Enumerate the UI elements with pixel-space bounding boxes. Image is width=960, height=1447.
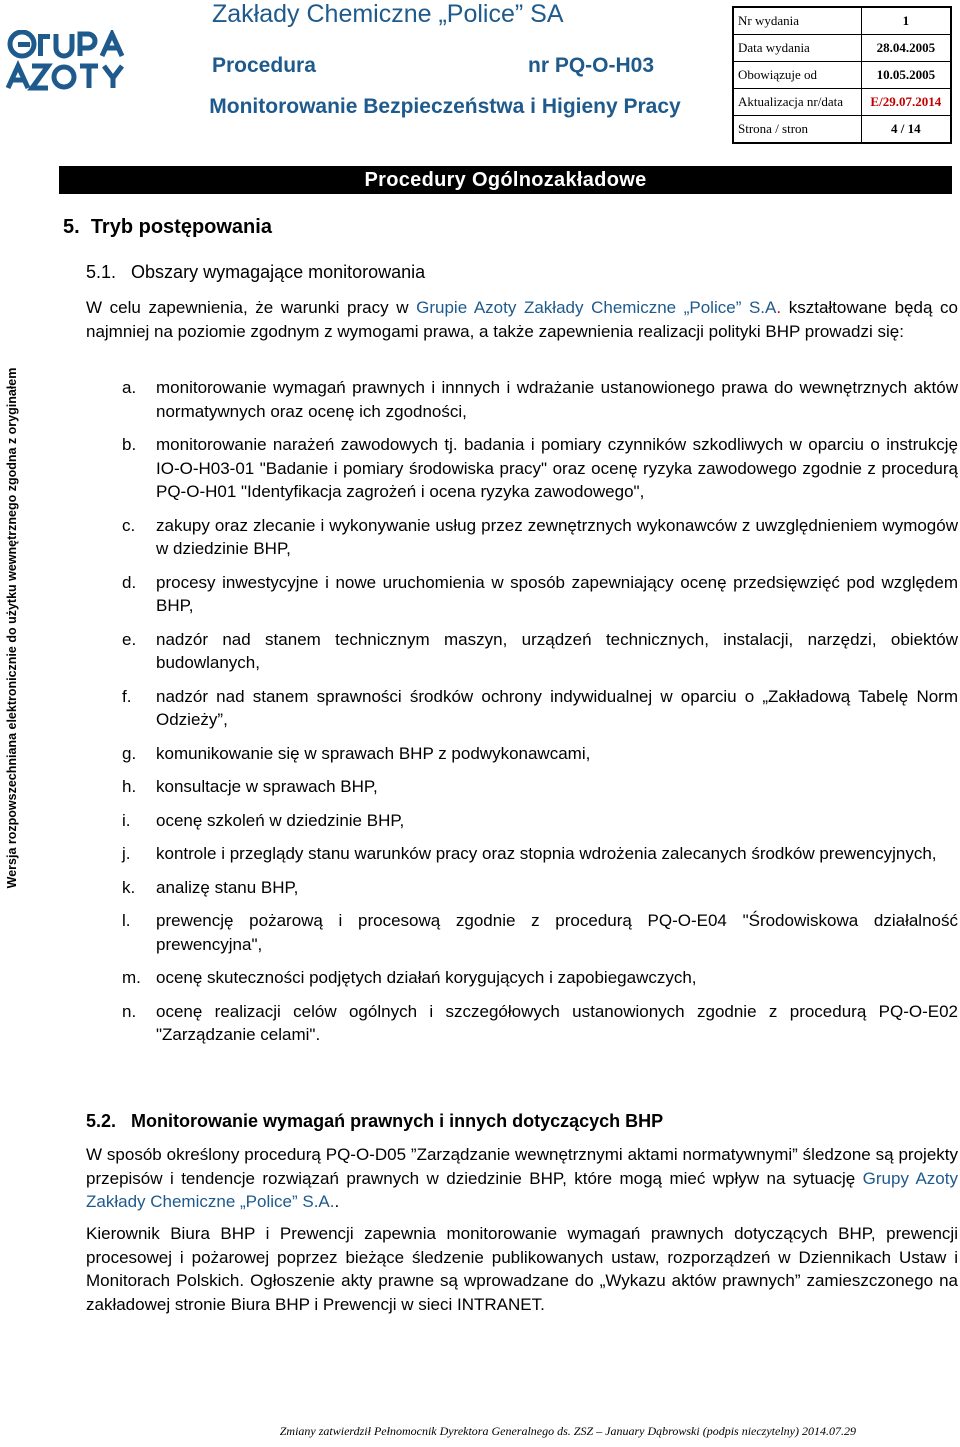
side-note-text: Wersja rozpowszechniana elektronicznie do użytku wewnętrznego zgodna z oryginałem xyxy=(5,367,19,889)
list-item xyxy=(122,376,958,423)
list-item xyxy=(122,842,958,866)
list-item-text: zakupy oraz zlecanie i wykonywanie usług przez zewnętrznych wykonawców z uwzględnieniem wymogów w dziedzinie BHP, xyxy=(156,515,958,558)
procedure-title: Monitorowanie Bezpieczeństwa i Higieny Pracy xyxy=(209,95,681,118)
subsection-number: 5.1. xyxy=(86,262,117,282)
paragraph-text-end: . xyxy=(334,1192,340,1211)
subsection-heading xyxy=(86,262,425,283)
list-marker: m. xyxy=(122,968,141,987)
list-marker: j. xyxy=(122,844,131,863)
intro-paragraph xyxy=(86,296,958,343)
meta-label: Strona / stron xyxy=(733,116,861,144)
responsibility-paragraph: Kierownik Biura BHP i Prewencji zapewnia monitorowanie wymagań prawnych dotyczących BHP, prewencji procesowej i pożarowej poprzez bieżące śledzenie publikowanych ustaw, rozporządzeń w Dziennikach Ustaw i Monitorach Polskich. Ogłoszenie akty prawne są wprowadzane do „Wykazu aktów prawnych” zamieszczonego na zakładowej stronie Biura BHP i Prewencji w sieci INTRANET. xyxy=(86,1224,958,1314)
list-item xyxy=(122,514,958,561)
paragraph-text: W sposób określony procedurą PQ-O-D05 ”Zarządzanie wewnętrznymi aktami normatywnymi” śledzone są projekty przepisów i tendencje rozwiązań prawnych w dziedzinie BHP, które mogą mieć wpływ na sytuację xyxy=(86,1145,958,1188)
list-item xyxy=(122,775,958,799)
list-item xyxy=(122,909,958,956)
procedure-number: nr PQ-O-H03 xyxy=(528,54,655,77)
subsection-heading xyxy=(86,1111,663,1132)
list-marker: f. xyxy=(122,686,132,706)
company-name: Grupie Azoty Zakłady Chemiczne „Police” S.A xyxy=(416,298,777,317)
meta-row xyxy=(733,7,951,35)
list-item-text: kontrole i przeglądy stanu warunków pracy oraz stopnia wdrożenia zalecanych środków prewencyjnych, xyxy=(156,844,937,863)
list-item xyxy=(122,571,958,618)
list-marker: n. xyxy=(122,1001,137,1021)
section-number: 5. xyxy=(63,216,80,238)
procedure-category-banner: Procedury Ogólnozakładowe xyxy=(59,166,952,194)
meta-row xyxy=(733,35,951,62)
list-item-text: analizę stanu BHP, xyxy=(156,877,299,897)
list-marker: k. xyxy=(122,877,136,897)
list-item-text: monitorowanie wymagań prawnych i innnych i wdrażanie ustanowionego prawa do wewnętrznych aktów normatywnych oraz ocenę ich zgodności, xyxy=(156,378,958,421)
list-marker: l. xyxy=(122,911,131,930)
procedure-label: Procedura xyxy=(212,54,316,77)
meta-row xyxy=(733,116,951,144)
list-item xyxy=(122,876,958,900)
list-item-text: konsultacje w sprawach BHP, xyxy=(156,777,378,796)
subsection-number: 5.2. xyxy=(86,1111,117,1131)
list-marker: h. xyxy=(122,777,137,796)
intro-text: W celu zapewnienia, że warunki pracy w xyxy=(86,298,417,317)
side-note xyxy=(0,0,24,1447)
list-item-text: ocenę skuteczności podjętych działań korygujących i zapobiegawczych, xyxy=(156,968,697,987)
meta-label: Nr wydania xyxy=(733,7,861,35)
subsection-title: Monitorowanie wymagań prawnych i innych dotyczących BHP xyxy=(131,1111,664,1131)
list-item-text: prewencję pożarową i procesową zgodnie z procedurą PQ-O-E04 "Środowiskowa działalność prewencyjna", xyxy=(156,911,958,954)
monitoring-areas-list xyxy=(122,376,958,1057)
list-item-text: procesy inwestycyjne i nowe uruchomienia w sposób zapewniający ocenę przedsięwzięć pod względem BHP, xyxy=(156,572,958,615)
list-item xyxy=(122,1000,958,1047)
list-marker: c. xyxy=(122,515,136,535)
list-item xyxy=(122,809,958,833)
list-marker: i. xyxy=(122,810,131,830)
list-item-text: nadzór nad stanem technicznym maszyn, urządzeń technicznych, instalacji, narzędzi, obiektów budowlanych, xyxy=(156,629,958,672)
section-title: Tryb postępowania xyxy=(90,216,272,238)
company-name: Grupy Azoty Zakłady Chemiczne „Police” S.A. xyxy=(86,1168,958,1211)
list-item xyxy=(122,966,958,990)
list-marker: b. xyxy=(122,435,137,454)
list-item xyxy=(122,742,958,766)
intro-dot: . xyxy=(776,298,782,317)
meta-row xyxy=(733,89,951,116)
list-item-text: nadzór nad stanem sprawności środków ochrony indywidualnej w oparciu o „Zakładową Tabelę Norm Odzieży”, xyxy=(156,686,958,729)
list-marker: e. xyxy=(122,629,137,649)
section-heading xyxy=(63,216,272,239)
meta-label: Obowiązuje od xyxy=(733,62,861,89)
meta-value: 1 xyxy=(861,7,951,35)
document-meta-table xyxy=(732,6,952,144)
list-item-text: komunikowanie się w sprawach BHP z podwykonawcami, xyxy=(156,743,591,763)
list-item-text: ocenę realizacji celów ogólnych i szczegółowych ustanowionych zgodnie z procedurą PQ-O-E02 "Zarządzanie celami". xyxy=(156,1001,958,1044)
legal-tracking-paragraph xyxy=(86,1143,958,1214)
list-item xyxy=(122,433,958,504)
list-item xyxy=(122,628,958,675)
meta-value: E/29.07.2014 xyxy=(861,89,951,116)
intro-text-end: kształtowane będą co najmniej na poziomie zgodnym z wymogami prawa, a także zapewnienia realizacji polityki BHP prowadzi się: xyxy=(86,298,958,341)
meta-value: 4 / 14 xyxy=(861,116,951,144)
list-marker: a. xyxy=(122,378,137,397)
company-title: Zakłady Chemiczne „Police” SA xyxy=(212,0,564,28)
subsection-title: Obszary wymagające monitorowania xyxy=(131,262,426,282)
list-item xyxy=(122,685,958,732)
approval-footer: Zmiany zatwierdził Pełnomocnik Dyrektora Generalnego ds. ZSZ – January Dąbrowski (podpis nieczytelny) 2014.07.29 xyxy=(279,1424,856,1438)
meta-row xyxy=(733,62,951,89)
list-marker: g. xyxy=(122,743,137,763)
list-item-text: ocenę szkoleń w dziedzinie BHP, xyxy=(156,810,405,830)
meta-value: 28.04.2005 xyxy=(861,35,951,62)
meta-label: Data wydania xyxy=(733,35,861,62)
meta-value: 10.05.2005 xyxy=(861,62,951,89)
list-marker: d. xyxy=(122,572,137,592)
meta-label: Aktualizacja nr/data xyxy=(733,89,861,116)
list-item-text: monitorowanie narażeń zawodowych tj. badania i pomiary czynników szkodliwych w oparciu o instrukcję IO-O-H03-01 "Badanie i pomiary środowiska pracy" oraz ocenę ryzyka zawodowego zgodnie z procedurą PQ-O-H01 "Identyfikacja zagrożeń i ocena ryzyka zawodowego", xyxy=(156,435,958,501)
